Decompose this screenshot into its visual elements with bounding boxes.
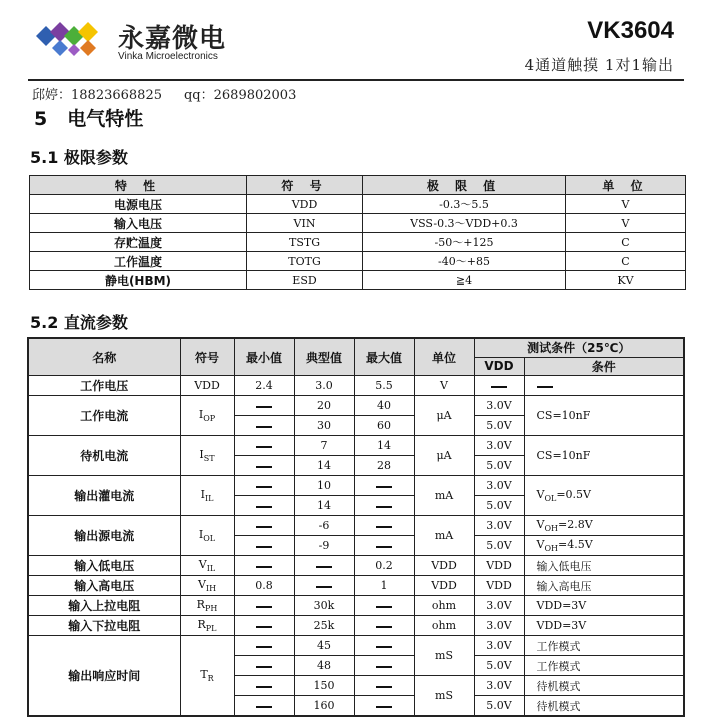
limit-unit: KV [566,271,686,290]
param-min [234,416,294,436]
param-name: 输出响应时间 [28,636,180,717]
section-title [34,104,143,131]
param-min: 2.4 [234,376,294,396]
dash-mark [256,486,272,488]
param-min [234,396,294,416]
param-max: 14 [354,436,414,456]
table-row [28,376,684,396]
param-unit: mA [414,516,474,556]
dash-mark [256,666,272,668]
param-unit: mS [414,636,474,676]
param-max: 5.5 [354,376,414,396]
param-name: 输出源电流 [28,516,180,556]
param-max: 1 [354,576,414,596]
dash-mark [256,526,272,528]
param-unit: ohm [414,616,474,636]
table-row [28,596,684,616]
param-unit: μA [414,396,474,436]
limit-name: 工作温度 [30,252,247,271]
param-symbol: $I_{OL}$ [180,516,234,556]
param-typ [294,576,354,596]
table-row [28,576,684,596]
param-min [234,696,294,717]
param-cond: 待机模式 [524,676,684,696]
param-vdd: 5.0V [474,416,524,436]
param-min [234,496,294,516]
param-max [354,616,414,636]
param-typ: 14 [294,456,354,476]
dash-mark [256,506,272,508]
limits-header-symbol: 符 号 [247,176,363,195]
param-typ: 45 [294,636,354,656]
param-max [354,496,414,516]
table-row [30,271,686,290]
param-typ: 160 [294,696,354,717]
limits-header-value: 极 限 值 [363,176,566,195]
limit-value: -40～+85 [363,252,566,271]
table-row [28,616,684,636]
param-min [234,456,294,476]
param-vdd: VDD [474,556,524,576]
limit-unit: C [566,252,686,271]
param-symbol: $T_R$ [180,636,234,717]
param-symbol: VDD [180,376,234,396]
param-typ: 30k [294,596,354,616]
param-vdd: 3.0V [474,676,524,696]
limits-heading: 5.1 极限参数 [30,148,128,167]
param-typ: 20 [294,396,354,416]
param-typ: 3.0 [294,376,354,396]
param-typ: 25k [294,616,354,636]
dc-heading: 5.2 直流参数 [30,313,128,332]
param-max [354,596,414,616]
param-name: 工作电压 [28,376,180,396]
dash-mark [537,386,553,388]
param-typ: 14 [294,496,354,516]
param-cond: $V_{OL}=0.5V$ [524,476,684,516]
dash-mark [376,666,392,668]
param-cond: $V_{OH}=2.8V$ [524,516,684,536]
table-row [30,195,686,214]
limit-name: 存贮温度 [30,233,247,252]
contact-line [32,84,318,103]
param-max [354,676,414,696]
dc-table [27,337,685,717]
limit-name: 输入电压 [30,214,247,233]
dc-header-unit: 单位 [414,338,474,376]
param-max: 40 [354,396,414,416]
dc-header-test: 测试条件（25℃） [474,338,684,357]
contact-qq: qq：2689802003 [183,88,297,103]
param-max: 0.2 [354,556,414,576]
dc-header-vdd: VDD [474,357,524,376]
dash-mark [376,546,392,548]
param-name: 输入高电压 [28,576,180,596]
param-name: 工作电流 [28,396,180,436]
dash-mark [376,626,392,628]
limit-unit: V [566,214,686,233]
param-min [234,596,294,616]
param-typ: 30 [294,416,354,436]
param-min [234,516,294,536]
dc-header-row [28,338,684,357]
vinka-logo [36,18,112,58]
dash-mark [256,426,272,428]
dash-mark [376,526,392,528]
param-max [354,516,414,536]
param-symbol: $R_{PH}$ [180,596,234,616]
param-min: 0.8 [234,576,294,596]
dash-mark [376,706,392,708]
dc-header-min: 最小值 [234,338,294,376]
limit-name: 电源电压 [30,195,247,214]
dc-header-cond: 条件 [524,357,684,376]
dash-mark [256,606,272,608]
param-vdd: 3.0V [474,636,524,656]
limit-value: ≧4 [363,271,566,290]
dash-mark [491,386,507,388]
dash-mark [256,466,272,468]
dash-mark [316,566,332,568]
param-typ: 150 [294,676,354,696]
param-unit: μA [414,436,474,476]
param-min [234,616,294,636]
limits-table [29,175,686,290]
param-max [354,536,414,556]
dash-mark [376,486,392,488]
table-row [28,436,684,456]
param-unit: ohm [414,596,474,616]
limits-header-unit: 单 位 [566,176,686,195]
param-cond: CS=10nF [524,436,684,476]
product-subtitle: 4通道触摸 1对1输出 [524,56,674,74]
param-min [234,656,294,676]
param-typ: 7 [294,436,354,456]
param-max [354,636,414,656]
limit-symbol: TOTG [247,252,363,271]
param-max [354,656,414,676]
dc-header-typ: 典型值 [294,338,354,376]
param-vdd: 5.0V [474,496,524,516]
brand-name-cn: 永嘉微电 [118,24,227,54]
param-cond: 输入低电压 [524,556,684,576]
model-number: VK3604 [587,17,674,44]
table-row [30,214,686,233]
dash-mark [316,586,332,588]
param-vdd: 3.0V [474,396,524,416]
table-row [28,556,684,576]
limit-symbol: TSTG [247,233,363,252]
param-min [234,636,294,656]
dc-header-symbol: 符号 [180,338,234,376]
param-cond: CS=10nF [524,396,684,436]
limits-header-name: 特 性 [30,176,247,195]
param-min [234,556,294,576]
limit-value: VSS-0.3～VDD+0.3 [363,214,566,233]
limits-header-row [30,176,686,195]
table-row [28,396,684,416]
param-max: 28 [354,456,414,476]
dash-mark [256,646,272,648]
param-cond: 待机模式 [524,696,684,717]
limit-symbol: VIN [247,214,363,233]
dc-header-max: 最大值 [354,338,414,376]
param-min [234,536,294,556]
dash-mark [376,646,392,648]
param-max [354,476,414,496]
param-vdd: 5.0V [474,456,524,476]
param-typ [294,556,354,576]
param-vdd: 3.0V [474,516,524,536]
param-unit: V [414,376,474,396]
param-cond: 输入高电压 [524,576,684,596]
param-max: 60 [354,416,414,436]
dash-mark [256,566,272,568]
param-symbol: $I_{IL}$ [180,476,234,516]
param-typ: 48 [294,656,354,676]
param-unit: VDD [414,556,474,576]
param-typ: 10 [294,476,354,496]
param-vdd: VDD [474,576,524,596]
param-vdd: 3.0V [474,476,524,496]
limit-value: -50～+125 [363,233,566,252]
param-max [354,696,414,717]
param-symbol: $R_{PL}$ [180,616,234,636]
param-symbol: $V_{IL}$ [180,556,234,576]
param-vdd: 5.0V [474,536,524,556]
param-min [234,676,294,696]
param-vdd: 5.0V [474,656,524,676]
limit-unit: C [566,233,686,252]
dash-mark [256,686,272,688]
param-min [234,436,294,456]
param-cond [524,376,684,396]
table-row [28,516,684,536]
dash-mark [256,406,272,408]
limit-unit: V [566,195,686,214]
table-row [28,476,684,496]
param-symbol: $I_{ST}$ [180,436,234,476]
param-name: 输入下拉电阻 [28,616,180,636]
dash-mark [256,706,272,708]
param-symbol: $V_{IH}$ [180,576,234,596]
param-unit: VDD [414,576,474,596]
dash-mark [256,546,272,548]
dash-mark [376,686,392,688]
dash-mark [256,446,272,448]
param-symbol: $I_{OP}$ [180,396,234,436]
table-row [30,233,686,252]
limit-symbol: VDD [247,195,363,214]
dc-header-name: 名称 [28,338,180,376]
param-typ: -6 [294,516,354,536]
limit-symbol: ESD [247,271,363,290]
param-cond: 工作模式 [524,656,684,676]
section-number: 5 [34,108,48,130]
param-name: 输入低电压 [28,556,180,576]
param-cond: VDD=3V [524,596,684,616]
header-divider [28,79,684,81]
param-unit: mS [414,676,474,717]
param-cond: 工作模式 [524,636,684,656]
dash-mark [256,626,272,628]
param-vdd: 5.0V [474,696,524,717]
table-row [28,636,684,656]
param-vdd: 3.0V [474,596,524,616]
param-name: 输入上拉电阻 [28,596,180,616]
param-typ: -9 [294,536,354,556]
param-cond: VDD=3V [524,616,684,636]
dash-mark [376,606,392,608]
limit-name: 静电(HBM) [30,271,247,290]
param-unit: mA [414,476,474,516]
param-cond: $V_{OH}=4.5V$ [524,536,684,556]
param-min [234,476,294,496]
dash-mark [376,506,392,508]
param-name: 待机电流 [28,436,180,476]
param-vdd [474,376,524,396]
param-name: 输出灌电流 [28,476,180,516]
brand-name-en: Vinka Microelectronics [118,51,218,62]
param-vdd: 3.0V [474,616,524,636]
param-vdd: 3.0V [474,436,524,456]
contact-phone: 邱婷：18823668825 [32,88,162,103]
table-row [30,252,686,271]
section-name: 电气特性 [67,108,144,130]
limit-value: -0.3～5.5 [363,195,566,214]
